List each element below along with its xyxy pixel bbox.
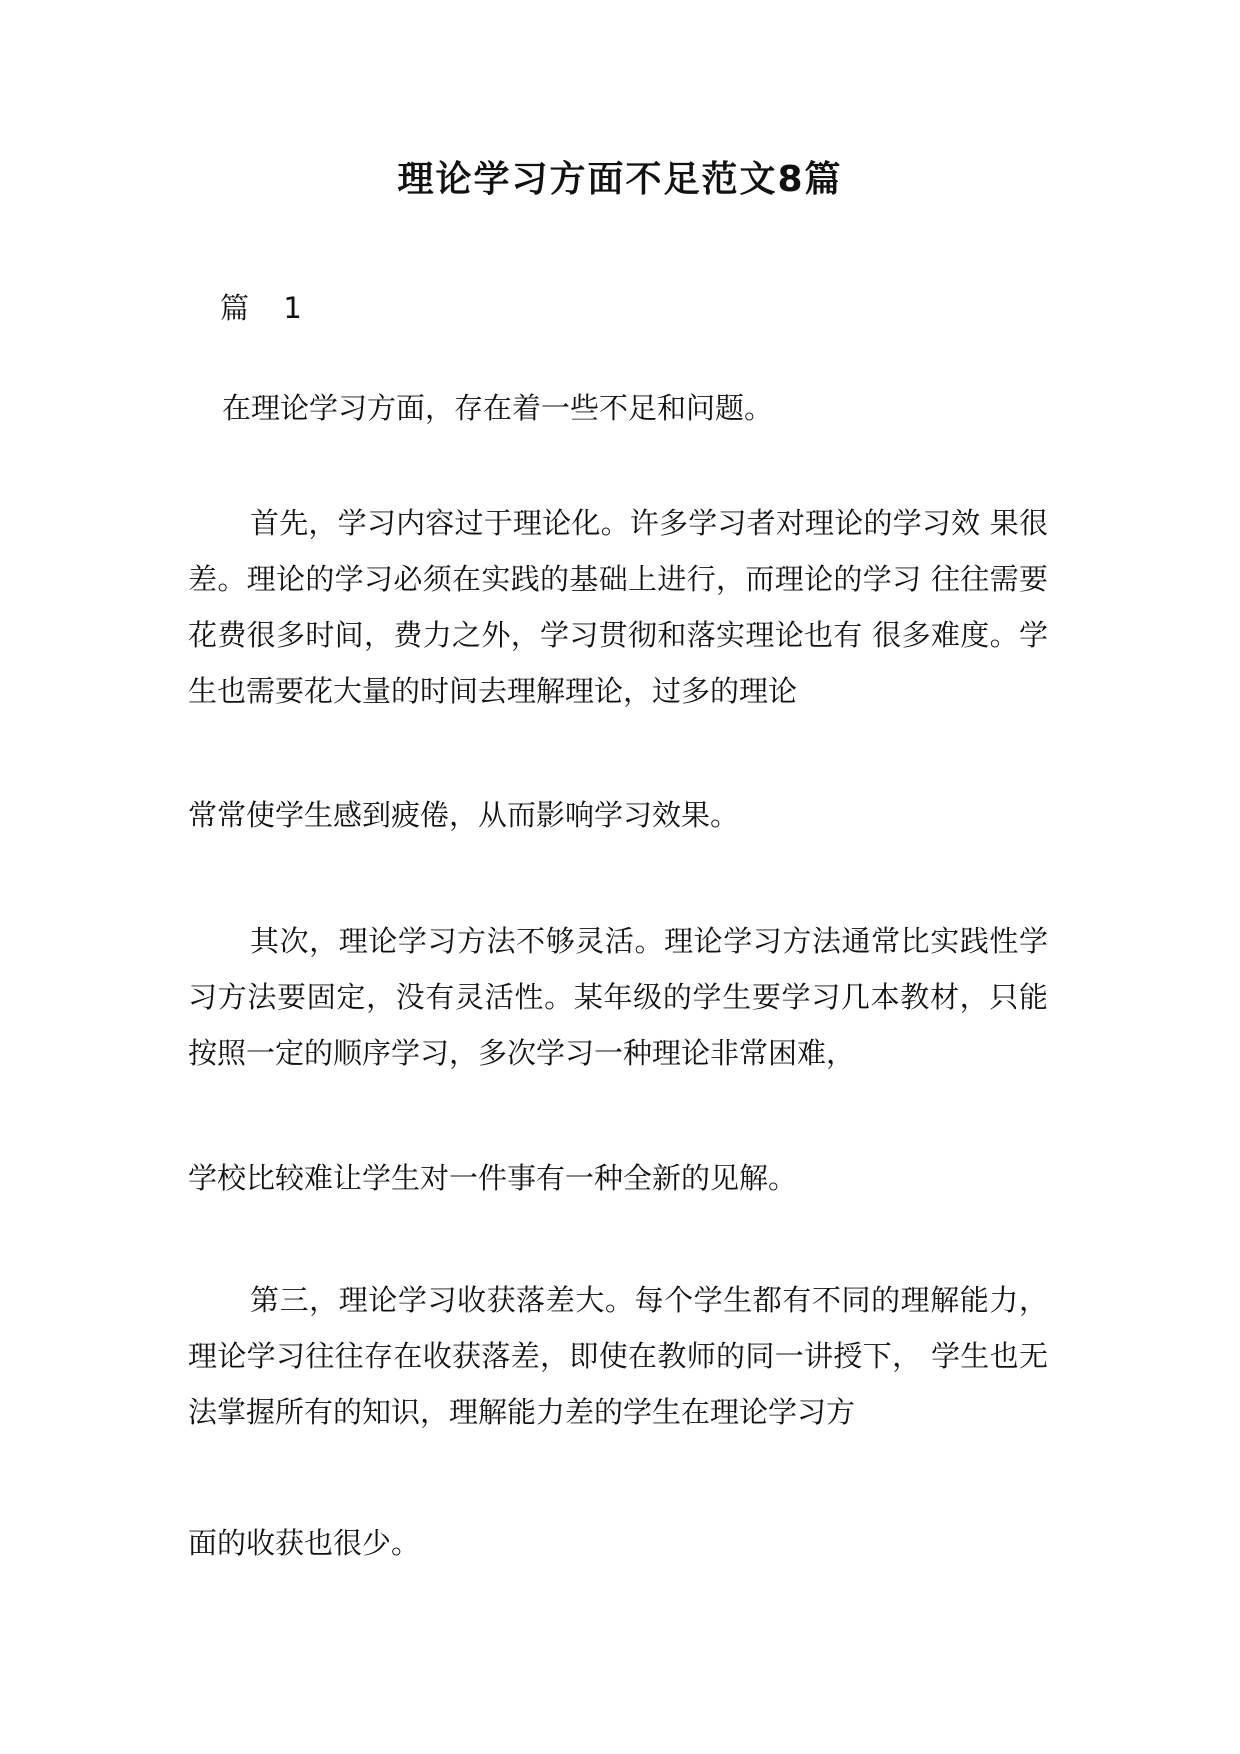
paragraph-2-continuation: 学校比较难让学生对一件事有一种全新的见解。: [188, 1161, 798, 1195]
paragraph-3: 第三，理论学习收获落差大。每个学生都有不同的理解能力，理论学习往往存在收获落差，即使在教师的同一讲授下， 学生也无法掌握所有的知识，理解能力差的学生在理论学习方: [188, 1283, 1048, 1429]
intro-paragraph: 在理论学习方面，存在着一些不足和问题。: [222, 391, 774, 425]
paragraph-2: 其次，理论学习方法不够灵活。理论学习方法通常比实践性学习方法要固定，没有灵活性。某年级的学生要学习几本教材，只能按照一定的顺序学习，多次学习一种理论非常困难，: [188, 924, 1048, 1070]
paragraph-3-continuation: 面的收获也很少。: [188, 1526, 421, 1560]
paragraph-1: 首先，学习内容过于理论化。许多学习者对理论的学习效 果很差。理论的学习必须在实践的基础上进行，而理论的学习 往往需要花费很多时间，费力之外，学习贯彻和落实理论也有 很多难度。学生也需要花大量的时间去理解理论，过多的理论: [188, 506, 1048, 708]
paragraph-1-continuation: 常常使学生感到疲倦，从而影响学习效果。: [188, 798, 740, 832]
section-label: 篇 1: [220, 291, 302, 325]
document-title: 理论学习方面不足范文8篇: [397, 159, 843, 200]
